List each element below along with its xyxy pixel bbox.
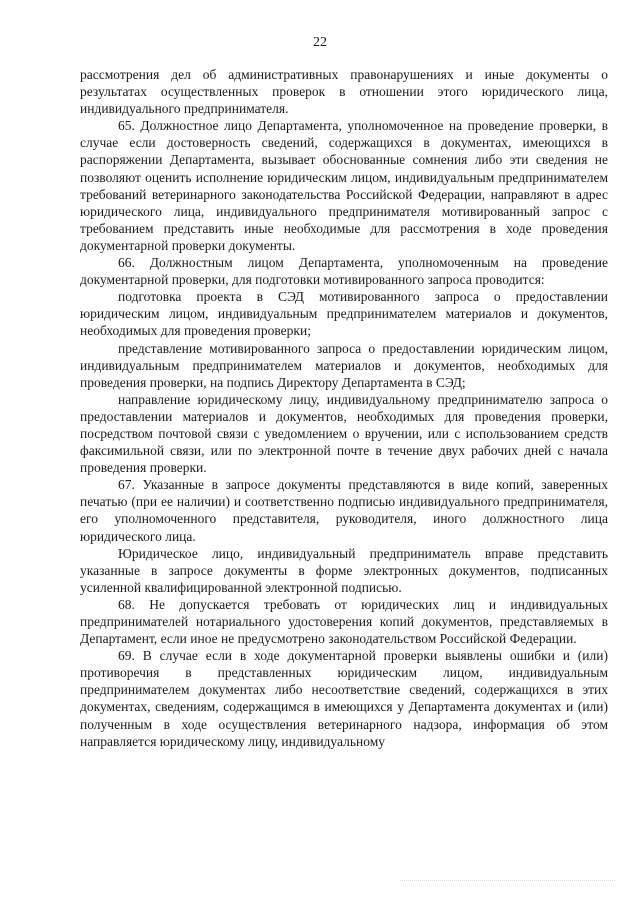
paragraph-67-electronic: Юридическое лицо, индивидуальный предприниматель вправе представить указанные в запросе документы в форме электронных документов, подписанных усиленной квалифицированной электронной подписью. [80,545,608,595]
paragraph-65: 65. Должностное лицо Департамента, уполномоченное на проведение проверки, в случае если достоверность сведений, содержащихся в документах, имеющихся в распоряжении Департамента, вызывает обоснованные сомнения либо эти сведения не позволяют оценить исполнение юридическим лицом, индивидуальным предпринимателем требований ветеринарного законодательства Российской Федерации, направляют в адрес юридического лица, индивидуального предпринимателя мотивированный запрос с требованием представить иные необходимые для рассмотрения в ходе проведения документарной проверки документы. [80,118,608,253]
paragraph-66-item-2: представление мотивированного запроса о предоставлении юридическим лицом, индивидуальным предпринимателем материалов и документов, необходимых для проведения проверки, на подпись Директору Департамента в СЭД; [80,340,608,390]
document-body [80,66,608,750]
paragraph-66: 66. Должностным лицом Департамента, уполномоченным на проведение документарной проверки, для подготовки мотивированного запроса проводится: [80,255,608,288]
paragraph-66-item-1: подготовка проекта в СЭД мотивированного запроса о предоставлении юридическим лицом, индивидуальным предпринимателем материалов и документов, необходимых для проведения проверки; [80,289,608,339]
paragraph-66-item-3: направление юридическому лицу, индивидуальному предпринимателю запроса о предоставлении материалов и документов, необходимых для проведения проверки, посредством почтовой связи с уведомлением о вручении, или с использованием средств факсимильной связи, или по электронной почте в течение двух рабочих дней с начала проведения проверки. [80,391,608,476]
scan-artifact-line [400,880,615,885]
paragraph-69: 69. В случае если в ходе документарной проверки выявлены ошибки и (или) противоречия в представленных юридическим лицом, индивидуальным предпринимателем документах либо несоответствие сведений, содержащихся в этих документах, сведениям, содержащимся в имеющихся у Департамента документах и (или) полученным в ходе осуществления ветеринарного надзора, информация об этом направляется юридическому лицу, индивидуальному [80,648,608,749]
paragraph-68: 68. Не допускается требовать от юридических лиц и индивидуальных предпринимателей нотариального удостоверения копий документов, представляемых в Департамент, если иное не предусмотрено законодательством Российской Федерации. [80,596,608,647]
paragraph-67: 67. Указанные в запросе документы представляются в виде копий, заверенных печатью (при ее наличии) и соответственно подписью индивидуального предпринимателя, его уполномоченного представителя, руководителя, иного должностного лица юридического лица. [80,477,608,544]
page-number: 22 [313,35,327,50]
paragraph-continuation: рассмотрения дел об административных правонарушениях и иные документы о результатах осуществленных проверок в отношении этого юридического лица, индивидуального предпринимателя. [80,67,608,117]
